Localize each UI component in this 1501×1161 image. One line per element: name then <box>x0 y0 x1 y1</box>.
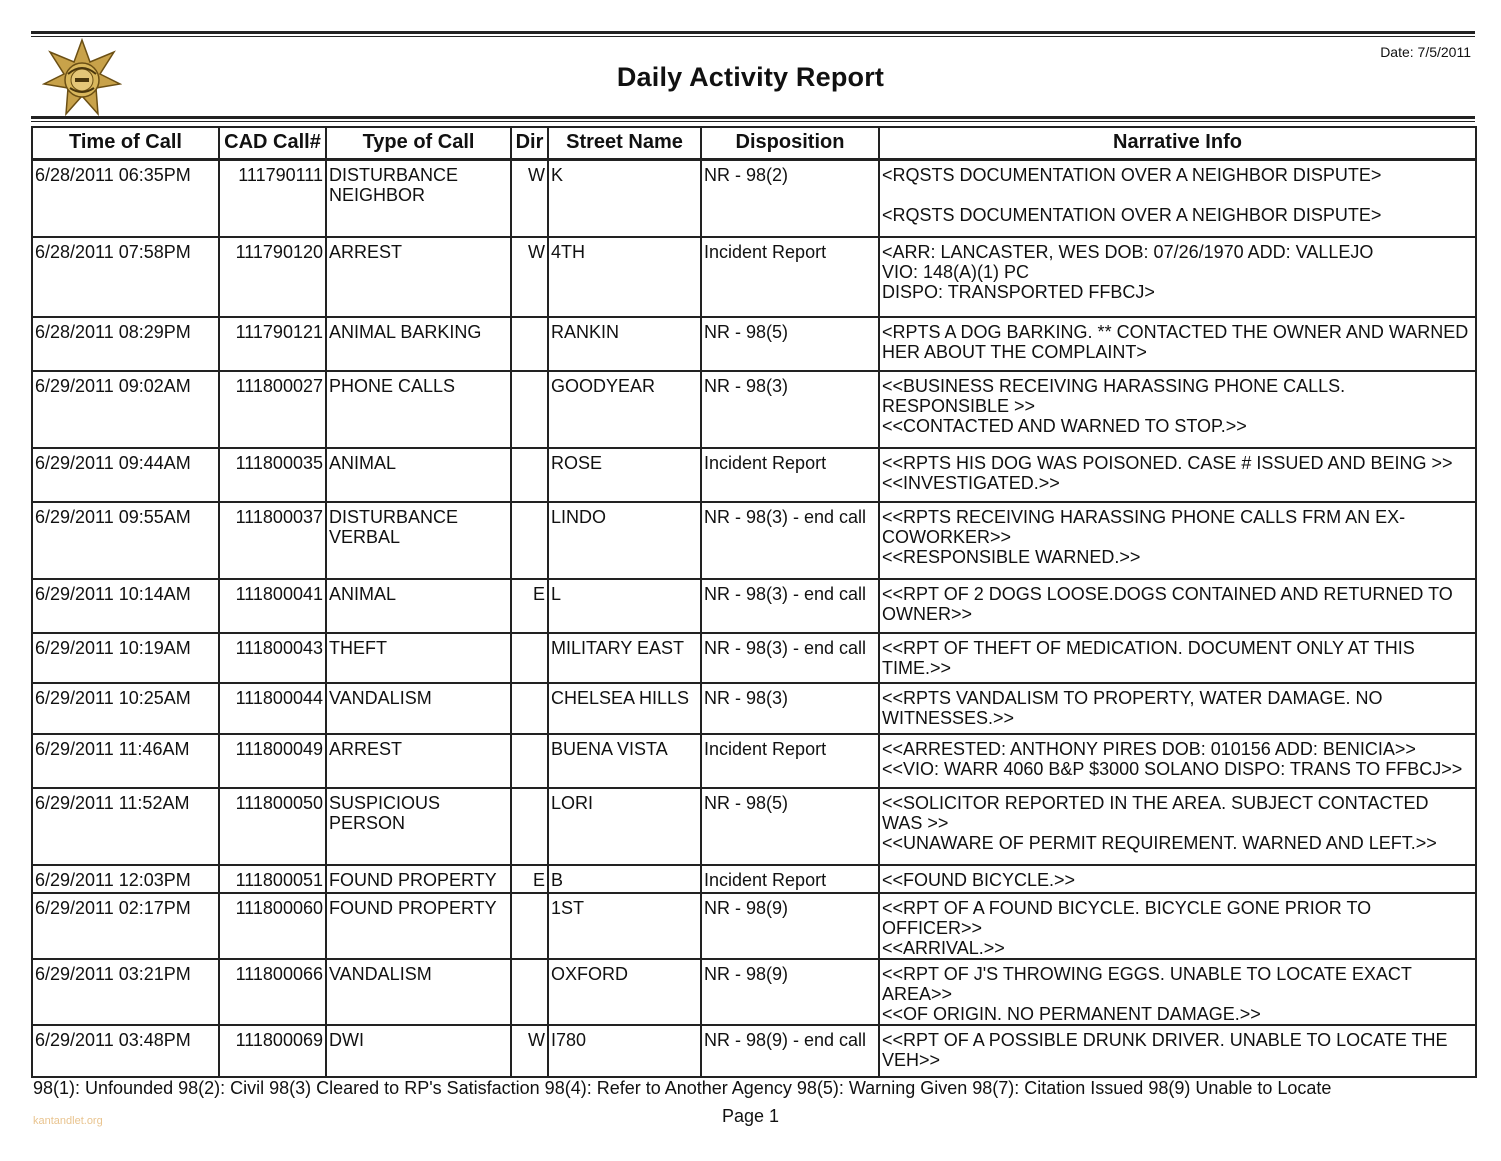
cell-cad: 111800041 <box>219 579 326 633</box>
cell-narrative: <<RPT OF 2 DOGS LOOSE.DOGS CONTAINED AND RETURNED TO OWNER>> <box>879 579 1476 633</box>
cell-cad: 111800050 <box>219 788 326 865</box>
cell-dir <box>511 788 548 865</box>
cell-type: ARREST <box>326 734 511 788</box>
cell-narrative: <<SOLICITOR REPORTED IN THE AREA. SUBJECT CONTACTED WAS >> <<UNAWARE OF PERMIT REQUIREMENT. WARNED AND LEFT.>> <box>879 788 1476 865</box>
cell-street: ROSE <box>548 448 701 502</box>
cell-dir: E <box>511 579 548 633</box>
cell-street: RANKIN <box>548 317 701 371</box>
cell-type: DWI <box>326 1025 511 1077</box>
cell-dir: W <box>511 159 548 237</box>
cell-type: PHONE CALLS <box>326 371 511 448</box>
column-header-street: Street Name <box>548 127 701 159</box>
column-header-cad: CAD Call# <box>219 127 326 159</box>
cell-street: LORI <box>548 788 701 865</box>
table-body <box>32 159 1476 1077</box>
table-row <box>32 371 1476 448</box>
cell-disposition: NR - 98(9) <box>701 959 879 1025</box>
cell-narrative: <<RPTS HIS DOG WAS POISONED. CASE # ISSUED AND BEING >> <<INVESTIGATED.>> <box>879 448 1476 502</box>
cell-street: I780 <box>548 1025 701 1077</box>
cell-cad: 111800069 <box>219 1025 326 1077</box>
cell-type: ARREST <box>326 237 511 317</box>
cell-type: THEFT <box>326 633 511 683</box>
cell-time: 6/29/2011 11:52AM <box>32 788 219 865</box>
cell-cad: 111800035 <box>219 448 326 502</box>
cell-street: BUENA VISTA <box>548 734 701 788</box>
table-row <box>32 1025 1476 1077</box>
cell-disposition: NR - 98(2) <box>701 159 879 237</box>
cell-dir <box>511 448 548 502</box>
table-header-row <box>32 127 1476 159</box>
cell-time: 6/29/2011 12:03PM <box>32 865 219 893</box>
cell-cad: 111800060 <box>219 893 326 959</box>
page-title: Daily Activity Report <box>616 62 885 92</box>
cell-narrative: <RPTS A DOG BARKING. ** CONTACTED THE OWNER AND WARNED HER ABOUT THE COMPLAINT> <box>879 317 1476 371</box>
column-header-dir: Dir <box>511 127 548 159</box>
watermark: kantandlet.org <box>33 1115 103 1127</box>
cell-cad: 111790120 <box>219 237 326 317</box>
cell-disposition: NR - 98(3) <box>701 371 879 448</box>
cell-narrative: <<RPT OF A POSSIBLE DRUNK DRIVER. UNABLE TO LOCATE THE VEH>> <box>879 1025 1476 1077</box>
cell-cad: 111800049 <box>219 734 326 788</box>
cell-time: 6/29/2011 10:19AM <box>32 633 219 683</box>
table-row <box>32 448 1476 502</box>
cell-narrative: <<FOUND BICYCLE.>> <box>879 865 1476 893</box>
cell-time: 6/29/2011 03:21PM <box>32 959 219 1025</box>
cell-disposition: Incident Report <box>701 865 879 893</box>
table-row <box>32 317 1476 371</box>
table-row <box>32 683 1476 734</box>
table-row <box>32 633 1476 683</box>
cell-time: 6/29/2011 02:17PM <box>32 893 219 959</box>
cell-dir: W <box>511 237 548 317</box>
cell-time: 6/29/2011 09:44AM <box>32 448 219 502</box>
cell-narrative: <RQSTS DOCUMENTATION OVER A NEIGHBOR DISPUTE> <RQSTS DOCUMENTATION OVER A NEIGHBOR DISPUTE> <box>879 159 1476 237</box>
header-rule <box>31 116 1475 119</box>
cell-type: DISTURBANCE VERBAL <box>326 502 511 579</box>
cell-time: 6/29/2011 11:46AM <box>32 734 219 788</box>
cell-narrative: <<RPT OF J'S THROWING EGGS. UNABLE TO LOCATE EXACT AREA>> <<OF ORIGIN. NO PERMANENT DAMAGE.>> <box>879 959 1476 1025</box>
cell-disposition: NR - 98(5) <box>701 317 879 371</box>
cell-narrative: <ARR: LANCASTER, WES DOB: 07/26/1970 ADD: VALLEJO VIO: 148(A)(1) PC DISPO: TRANSPORTED FFBCJ> <box>879 237 1476 317</box>
table-row <box>32 893 1476 959</box>
cell-disposition: Incident Report <box>701 448 879 502</box>
table-row <box>32 579 1476 633</box>
cell-type: SUSPICIOUS PERSON <box>326 788 511 865</box>
cell-disposition: NR - 98(3) - end call <box>701 502 879 579</box>
cell-street: K <box>548 159 701 237</box>
cell-time: 6/29/2011 03:48PM <box>32 1025 219 1077</box>
cell-type: ANIMAL <box>326 448 511 502</box>
cell-time: 6/29/2011 09:55AM <box>32 502 219 579</box>
cell-cad: 111800044 <box>219 683 326 734</box>
cell-time: 6/29/2011 10:14AM <box>32 579 219 633</box>
cell-street: OXFORD <box>548 959 701 1025</box>
page-number: Page 1 <box>721 1106 780 1126</box>
cell-disposition: NR - 98(3) <box>701 683 879 734</box>
cell-narrative: <<ARRESTED: ANTHONY PIRES DOB: 010156 ADD: BENICIA>> <<VIO: WARR 4060 B&P $3000 SOLANO DISPO: TRANS TO FFBCJ>> <box>879 734 1476 788</box>
table-row <box>32 959 1476 1025</box>
cell-street: B <box>548 865 701 893</box>
table-row <box>32 502 1476 579</box>
table-row <box>32 237 1476 317</box>
cell-cad: 111800037 <box>219 502 326 579</box>
cell-street: L <box>548 579 701 633</box>
cell-dir: E <box>511 865 548 893</box>
disposition-legend: 98(1): Unfounded 98(2): Civil 98(3) Cleared to RP's Satisfaction 98(4): Refer to Another Agency 98(5): Warning Given 98(7): Citation Issued 98(9) Unable to Locate <box>33 1078 1332 1098</box>
cell-type: VANDALISM <box>326 683 511 734</box>
cell-dir <box>511 371 548 448</box>
cell-cad: 111800043 <box>219 633 326 683</box>
report-date: Date: 7/5/2011 <box>1380 44 1471 60</box>
cell-type: FOUND PROPERTY <box>326 865 511 893</box>
column-header-time: Time of Call <box>32 127 219 159</box>
cell-type: VANDALISM <box>326 959 511 1025</box>
cell-dir <box>511 633 548 683</box>
cell-street: CHELSEA HILLS <box>548 683 701 734</box>
cell-disposition: Incident Report <box>701 237 879 317</box>
cell-disposition: Incident Report <box>701 734 879 788</box>
cell-dir <box>511 317 548 371</box>
cell-street: 1ST <box>548 893 701 959</box>
cell-cad: 111790111 <box>219 159 326 237</box>
column-header-disposition: Disposition <box>701 127 879 159</box>
cell-cad: 111790121 <box>219 317 326 371</box>
table-row <box>32 788 1476 865</box>
cell-time: 6/28/2011 06:35PM <box>32 159 219 237</box>
cell-time: 6/29/2011 10:25AM <box>32 683 219 734</box>
cell-type: ANIMAL <box>326 579 511 633</box>
cell-time: 6/29/2011 09:02AM <box>32 371 219 448</box>
table-row <box>32 159 1476 237</box>
cell-street: MILITARY EAST <box>548 633 701 683</box>
cell-type: FOUND PROPERTY <box>326 893 511 959</box>
activity-table <box>31 126 1477 1078</box>
cell-disposition: NR - 98(5) <box>701 788 879 865</box>
cell-dir <box>511 683 548 734</box>
cell-dir <box>511 502 548 579</box>
cell-narrative: <<RPTS RECEIVING HARASSING PHONE CALLS FRM AN EX-COWORKER>> <<RESPONSIBLE WARNED.>> <box>879 502 1476 579</box>
cell-narrative: <<RPT OF THEFT OF MEDICATION. DOCUMENT ONLY AT THIS TIME.>> <box>879 633 1476 683</box>
column-header-narrative: Narrative Info <box>879 127 1476 159</box>
cell-narrative: <<BUSINESS RECEIVING HARASSING PHONE CALLS. RESPONSIBLE >> <<CONTACTED AND WARNED TO STOP.>> <box>879 371 1476 448</box>
cell-type: ANIMAL BARKING <box>326 317 511 371</box>
cell-street: 4TH <box>548 237 701 317</box>
cell-disposition: NR - 98(9) - end call <box>701 1025 879 1077</box>
cell-dir <box>511 893 548 959</box>
cell-street: GOODYEAR <box>548 371 701 448</box>
cell-cad: 111800027 <box>219 371 326 448</box>
top-rule-thin <box>31 36 1475 37</box>
cell-dir: W <box>511 1025 548 1077</box>
top-rule <box>31 31 1475 34</box>
cell-disposition: NR - 98(3) - end call <box>701 633 879 683</box>
cell-street: LINDO <box>548 502 701 579</box>
cell-time: 6/28/2011 07:58PM <box>32 237 219 317</box>
cell-narrative: <<RPTS VANDALISM TO PROPERTY, WATER DAMAGE. NO WITNESSES.>> <box>879 683 1476 734</box>
cell-cad: 111800066 <box>219 959 326 1025</box>
cell-dir <box>511 959 548 1025</box>
cell-cad: 111800051 <box>219 865 326 893</box>
cell-time: 6/28/2011 08:29PM <box>32 317 219 371</box>
cell-narrative: <<RPT OF A FOUND BICYCLE. BICYCLE GONE PRIOR TO OFFICER>> <<ARRIVAL.>> <box>879 893 1476 959</box>
column-header-type: Type of Call <box>326 127 511 159</box>
table-row <box>32 865 1476 893</box>
cell-dir <box>511 734 548 788</box>
cell-disposition: NR - 98(3) - end call <box>701 579 879 633</box>
cell-type: DISTURBANCE NEIGHBOR <box>326 159 511 237</box>
cell-disposition: NR - 98(9) <box>701 893 879 959</box>
table-row <box>32 734 1476 788</box>
header-rule-thin <box>31 121 1475 122</box>
